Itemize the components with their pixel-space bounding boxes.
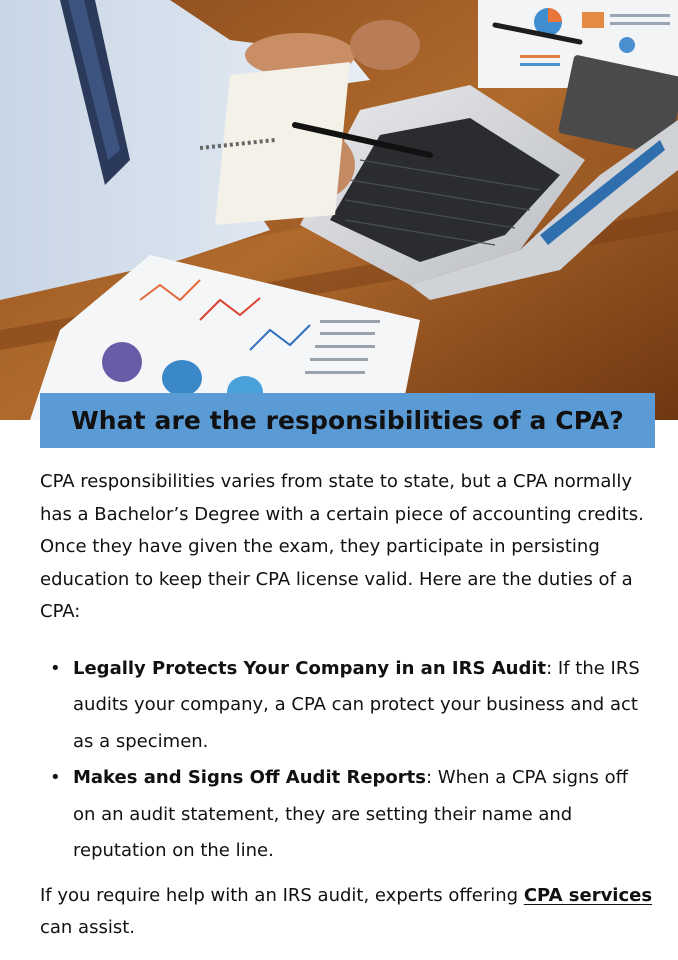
duty-text: : If the IRS audits your company, a CPA can protect your business and act as a specimen. xyxy=(73,657,640,752)
list-item xyxy=(40,651,655,761)
duty-title: Legally Protects Your Company in an IRS Audit xyxy=(73,657,547,679)
heading-banner xyxy=(40,393,655,448)
article-body xyxy=(40,466,655,945)
page-title: What are the responsibilities of a CPA? xyxy=(71,406,624,435)
duties-list xyxy=(40,651,655,870)
outro-paragraph xyxy=(40,880,655,945)
hero-image xyxy=(0,0,678,420)
bullet-icon: • xyxy=(50,767,61,788)
cpa-services-link[interactable]: CPA services xyxy=(523,884,653,906)
intro-paragraph: CPA responsibilities varies from state to state, but a CPA normally has a Bachelor’s Degree with a certain piece of accounting credits. Once they have given the exam, they participate in persisting education to keep their CPA license valid. Here are the duties of a CPA: xyxy=(40,471,644,622)
list-item xyxy=(40,760,655,870)
outro-text-before: If you require help with an IRS audit, experts offering xyxy=(40,884,524,906)
bullet-icon: • xyxy=(50,657,61,679)
duty-title: Makes and Signs Off Audit Reports xyxy=(73,767,426,788)
duty-text: : When a CPA signs off on an audit statement, they are setting their name and reputation on the line. xyxy=(73,767,628,861)
outro-text-after: can assist. xyxy=(40,917,136,938)
